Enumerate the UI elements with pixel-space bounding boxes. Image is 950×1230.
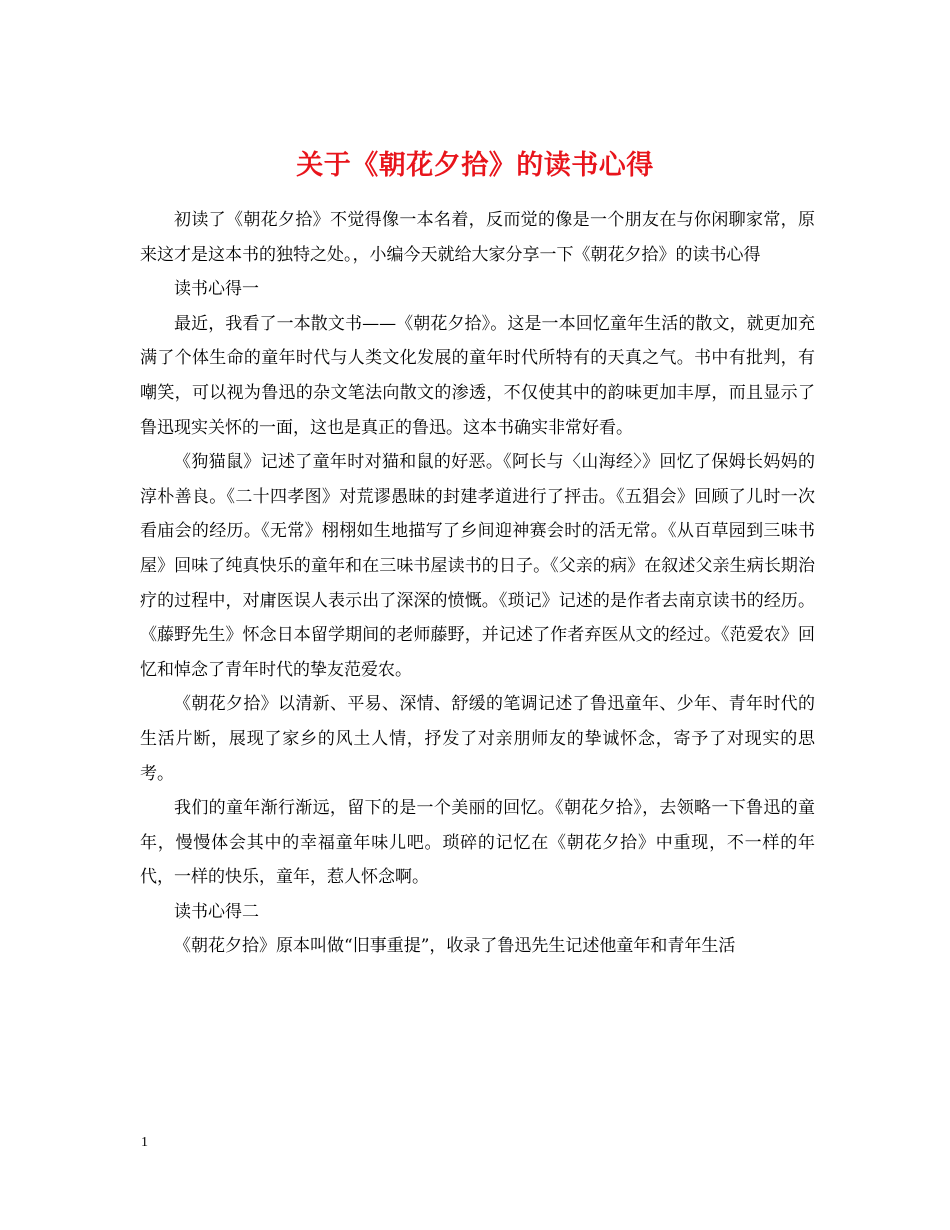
page-number: 1 [141, 1135, 148, 1150]
body-paragraph: 我们的童年渐行渐远，留下的是一个美丽的回忆。《朝花夕拾》，去领略一下鲁迅的童年，慢慢体会其中的幸福童年味儿吧。琐碎的记忆在《朝花夕拾》中重现，不一样的年代，一样的快乐，童年，惹人怀念啊。 [140, 798, 815, 888]
section-heading-1: 读书心得一 [174, 279, 259, 300]
intro-paragraph: 初读了《朝花夕拾》不觉得像一本名着，反而觉的像是一个朋友在与你闲聊家常，原来这才是这本书的独特之处。，小编今天就给大家分享一下《朝花夕拾》的读书心得 [140, 210, 815, 265]
body-paragraph: 《朝花夕拾》以清新、平易、深情、舒缓的笔调记述了鲁迅童年、少年、青年时代的生活片断，展现了家乡的风土人情，抒发了对亲朋师友的挚诚怀念，寄予了对现实的思考。 [140, 694, 815, 784]
document-body [140, 203, 815, 964]
body-paragraph: 《狗猫鼠》记述了童年时对猫和鼠的好恶。《阿长与〈山海经〉》回忆了保姆长妈妈的淳朴善良。《二十四孝图》对荒谬愚昧的封建孝道进行了抨击。《五猖会》回顾了儿时一次看庙会的经历。《无常》栩栩如生地描写了乡间迎神赛会时的活无常。《从百草园到三味书屋》回味了纯真快乐的童年和在三味书屋读书的日子。《父亲的病》在叙述父亲生病长期治疗的过程中，对庸医误人表示出了深深的愤慨。《琐记》记述的是作者去南京读书的经历。《藤野先生》怀念日本留学期间的老师藤野，并记述了作者弃医从文的经过。《范爱农》回忆和悼念了青年时代的挚友范爱农。 [140, 452, 815, 680]
body-paragraph: 《朝花夕拾》原本叫做“旧事重提”，收录了鲁迅先生记述他童年和青年生活 [174, 936, 736, 957]
page-title: 关于《朝花夕拾》的读书心得 [296, 150, 654, 182]
body-paragraph: 最近，我看了一本散文书——《朝花夕拾》。这是一本回忆童年生活的散文，就更加充满了个体生命的童年时代与人类文化发展的童年时代所特有的天真之气。书中有批判，有嘲笑，可以视为鲁迅的杂文笔法向散文的渗透，不仅使其中的韵味更加丰厚，而且显示了鲁迅现实关怀的一面，这也是真正的鲁迅。这本书确实非常好看。 [140, 313, 815, 438]
section-heading-2: 读书心得二 [174, 901, 259, 922]
